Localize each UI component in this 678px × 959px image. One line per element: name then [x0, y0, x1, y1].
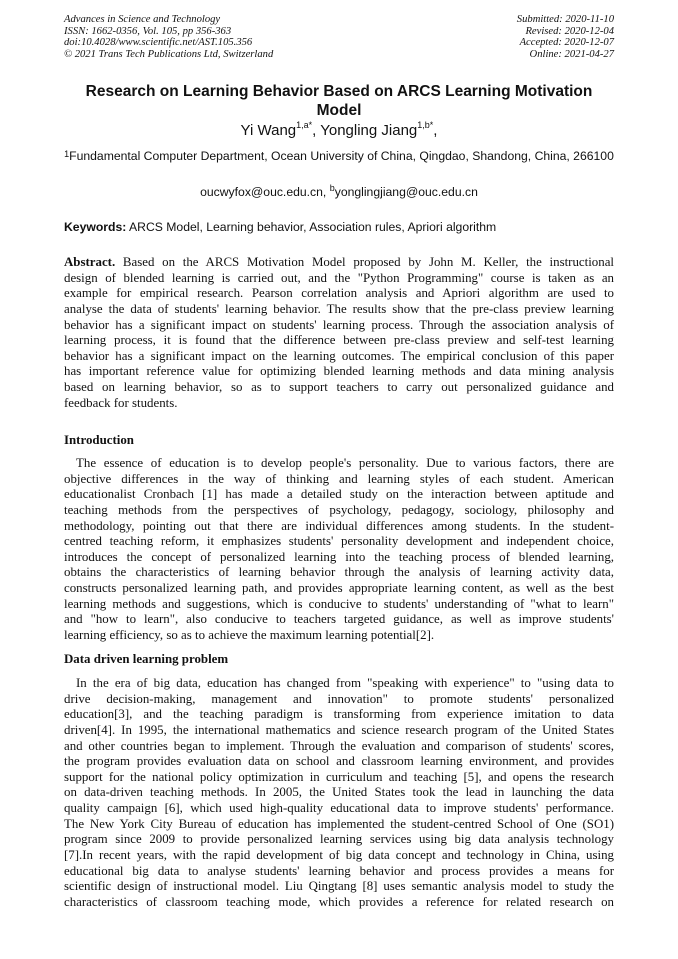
date-line: Revised: 2020-12-04	[525, 25, 614, 37]
text-line: education[3], and the teaching paradigm is transforming from experience imitation to data	[64, 707, 614, 722]
abstract-text: Based on the ARCS Motivation Model proposed by John M. Keller, the instructional	[115, 255, 614, 269]
email-sup: b	[329, 183, 335, 193]
text-line: quality campaign [6], which used high-quality educational data to improve students' performance.	[64, 801, 614, 816]
text-line: on data-driven teaching methods. In 2005, the United States took the lead in launching the data	[64, 785, 614, 800]
text-line: objective differences in the way of thinking and learning styles of each student. American	[64, 471, 614, 486]
keywords	[64, 220, 496, 234]
text-line: and "how to learn", also conducive to teachers targeted guidance, as well as improve students'	[64, 612, 614, 627]
text-line: introduces the concept of personalized learning into the teaching process of blended learning,	[64, 549, 614, 564]
text-line: obtains the characteristics of learning behavior through the analysis of learning activity data,	[64, 565, 614, 580]
journal-line: Advances in Science and Technology	[64, 14, 221, 25]
text-line: educational big data to analyse students' learning behavior and process provides a means for	[64, 863, 614, 878]
author-name: Yi Wang	[240, 122, 297, 139]
author-name: Yongling Jiang	[320, 122, 418, 139]
text-line: drive decision-making, management and innovation" to promote students' personalized	[64, 691, 614, 706]
text-line: learning methods and suggestions, which is conducive to students' understanding of "what to learn"	[64, 596, 614, 611]
submission-dates	[517, 14, 614, 60]
journal-line: doi:10.4028/www.scientific.net/AST.105.356	[64, 37, 253, 49]
keywords-text: ARCS Model, Learning behavior, Association rules, Apriori algorithm	[126, 220, 497, 234]
text-line: based on learning behavior, so as to support teachers to carry out personalized guidance and	[64, 380, 614, 395]
date-line: Accepted: 2020-12-07	[519, 37, 614, 49]
affil-sup: 1	[64, 149, 70, 159]
affil-text: Fundamental Computer Department, Ocean University of China, Qingdao, Shandong, China, 266100	[69, 149, 614, 163]
date-line: Online: 2021-04-27	[529, 48, 614, 60]
section-introduction-body	[64, 456, 614, 644]
text-line: the program provides evaluation data on school and classroom learning environment, and provides	[64, 754, 614, 769]
date-line: Submitted: 2020-11-10	[516, 14, 614, 25]
text-line: program since 2009 to provide personalized learning services using big data analysis technology	[64, 832, 614, 847]
text-line: teaching methods from the perspectives of psychology, pedagogy, sociology, philosophy and	[64, 502, 614, 517]
abstract	[64, 255, 614, 411]
email-a: oucwyfox@ouc.edu.cn,	[200, 185, 327, 199]
text-line: constructs personalized learning path, and provides appropriate learning content, as well as the best	[64, 581, 614, 596]
affiliation	[64, 149, 614, 165]
text-line: design of blended learning is carried out, and the "Python Programming" course is taken as an	[64, 270, 614, 285]
section-heading: Introduction	[64, 433, 134, 447]
text-line: example for empirical research. Pearson correlation analysis and Apriori algorithm are used to	[64, 286, 614, 301]
text-line: methodology, pointing out that there are individual differences among students. In the student-	[64, 518, 614, 533]
text-line: support for the national policy optimization in curriculum and teaching [5], and opens the research	[64, 769, 614, 784]
text-line: In the era of big data, education has changed from "speaking with experience" to "using data to	[76, 676, 614, 690]
text-line: The essence of education is to develop people's personality. Due to various factors, there are	[76, 456, 614, 470]
text-line: The New York City Bureau of education has implemented the student-centred School of One (SO1)	[64, 816, 614, 831]
text-line: scientific design of instructional model. Liu Qingtang [8] uses semantic analysis model to study the	[64, 879, 614, 894]
text-line: centred teaching reform, it emphasizes students' personality development and independent choice,	[64, 534, 614, 549]
text-line: [7].In recent years, with the rapid development of big data concept and technology in China, using	[64, 848, 614, 863]
section-heading: Data driven learning problem	[64, 652, 229, 666]
journal-info	[64, 14, 273, 60]
keywords-label: Keywords:	[64, 220, 127, 234]
journal-line: © 2021 Trans Tech Publications Ltd, Switzerland	[64, 48, 274, 60]
text-line: characteristics of classroom teaching mode, which provides a reference for related research on	[64, 894, 614, 909]
text-line: learning efficiency, so as to achieve the maximum learning potential[2].	[64, 628, 435, 643]
authors: Yi Wang$^{1,a*}$, Yongling Jiang$^{1,b*}$,	[240, 120, 438, 139]
section-data-driven-body	[64, 676, 614, 911]
text-line: educationalist Cronbach [1] has made a detailed study on the interaction between aptitude and	[64, 487, 614, 502]
email-b: yonglingjiang@ouc.edu.cn	[334, 185, 478, 199]
journal-line: ISSN: 1662-0356, Vol. 105, pp 356-363	[64, 25, 232, 37]
text-line: driven[4]. In 1995, the international mathematics and science research program of the United States	[64, 722, 614, 737]
text-line: behavior has a significant impact on the learning outcomes. The empirical conclusion of this paper	[64, 348, 614, 363]
author-sup: 1,a*	[296, 120, 313, 130]
text-line: behavior has a significant impact on students' learning process. Through the association analysis of	[64, 317, 614, 332]
abstract-label: Abstract.	[64, 255, 116, 269]
text-line: and other countries began to implement. Through the evaluation and comparison of students' scores,	[64, 738, 614, 753]
author-sup: 1,b*	[417, 120, 434, 130]
text-line: has important reference value for optimizing blended learning methods and data mining analysis	[64, 364, 614, 379]
text-line: feedback for students.	[64, 395, 178, 410]
emails	[64, 185, 614, 199]
text-line: analyse the data of students' learning behavior. The results show that the pre-class preview learning	[64, 301, 614, 316]
text-line: learning process, it is found that the difference between pre-class preview and self-test learning	[64, 333, 614, 348]
paper-title: Research on Learning Behavior Based on ARCS Learning Motivation Model	[85, 83, 593, 119]
text-line	[64, 255, 614, 271]
